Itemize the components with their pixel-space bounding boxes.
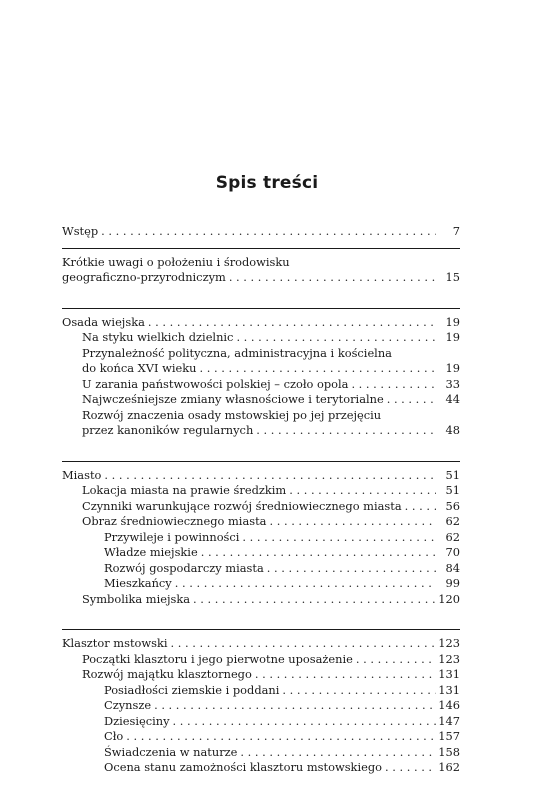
toc-entry-title: Lokacja miasta na prawie średzkim	[82, 483, 287, 497]
toc-entry	[62, 561, 460, 577]
toc-page-number: 51	[445, 467, 460, 482]
toc-page-number: 19	[445, 330, 460, 344]
toc-page-number: 19	[445, 361, 460, 375]
toc-entry-row	[62, 545, 460, 561]
toc-leader-dots	[405, 499, 436, 515]
toc-entry	[62, 576, 460, 592]
toc-section	[62, 224, 460, 240]
toc-entry-title: Władze miejskie	[104, 545, 198, 559]
toc-entry-title: Rozwój gospodarczy miasta	[104, 560, 264, 575]
toc-entry-row	[62, 530, 460, 546]
toc-page-number: 99	[445, 576, 460, 590]
toc-page-number: 84	[445, 560, 460, 575]
toc-entry	[62, 514, 460, 530]
toc-entry	[62, 530, 460, 546]
toc-entry	[62, 330, 460, 346]
toc-leader-dots	[173, 714, 436, 730]
toc-entry	[62, 224, 460, 240]
toc-entry-row	[62, 392, 460, 408]
toc-leader-dots	[193, 592, 436, 608]
toc-entry-title: Dziesięciny	[104, 713, 170, 728]
toc-entry-title: Miasto	[62, 467, 102, 482]
toc-page-number: 158	[438, 744, 460, 759]
toc-entry	[62, 745, 460, 761]
toc-leader-dots	[101, 224, 436, 240]
table-of-contents	[62, 224, 460, 776]
toc-entry	[62, 408, 460, 439]
toc-entry-title: Czynsze	[104, 698, 152, 712]
toc-entry	[62, 592, 460, 608]
toc-entry-title: Początki klasztoru i jego pierwotne uposażenie	[82, 651, 353, 666]
toc-leader-dots	[269, 514, 436, 530]
toc-entry	[62, 392, 460, 408]
toc-leader-dots	[200, 361, 437, 377]
toc-leader-dots	[255, 667, 436, 683]
toc-entry-title: przez kanoników regularnych	[82, 423, 254, 437]
toc-entry-row	[62, 667, 460, 683]
page-title: Spis treści	[215, 173, 319, 193]
toc-leader-dots	[201, 545, 436, 561]
toc-entry-title: Wstęp	[62, 224, 99, 238]
toc-page-number: 15	[445, 270, 460, 284]
toc-entry	[62, 483, 460, 499]
toc-entry-row	[62, 315, 460, 331]
toc-entry	[62, 760, 460, 776]
toc-leader-dots	[256, 423, 436, 439]
toc-entry-row	[62, 714, 460, 730]
toc-entry	[62, 698, 460, 714]
toc-leader-dots	[242, 530, 436, 546]
toc-page-number: 62	[445, 514, 460, 528]
toc-section	[62, 461, 460, 608]
toc-entry	[62, 545, 460, 561]
toc-leader-dots	[104, 468, 436, 484]
toc-page-number: 157	[438, 729, 460, 743]
toc-page-number: 44	[445, 392, 460, 406]
toc-entry-title: geograficzno-przyrodniczym	[62, 270, 226, 284]
toc-entry-row	[62, 377, 460, 393]
toc-entry-title: Krótkie uwagi o położeniu i środowisku	[62, 254, 290, 269]
toc-entry-row-continued	[62, 408, 460, 424]
toc-entry-title: do końca XVI wieku	[82, 361, 197, 375]
toc-entry-row	[62, 330, 460, 346]
toc-page-number: 123	[438, 651, 460, 666]
toc-page-number: 7	[452, 224, 460, 238]
toc-leader-dots	[387, 392, 436, 408]
toc-entry-row	[62, 729, 460, 745]
toc-leader-dots	[148, 315, 436, 331]
toc-entry-title: Klasztor mstowski	[62, 636, 168, 650]
toc-entry	[62, 315, 460, 331]
toc-entry-title: Rozwój majątku klasztornego	[82, 667, 252, 681]
toc-page-number: 146	[438, 698, 460, 712]
toc-page-number: 51	[445, 483, 460, 497]
toc-entry-row	[62, 499, 460, 515]
toc-entry	[62, 468, 460, 484]
toc-leader-dots	[267, 561, 436, 577]
toc-entry-row	[62, 224, 460, 240]
toc-entry	[62, 652, 460, 668]
toc-entry-title: Czynniki warunkujące rozwój średniowiecznego miasta	[82, 498, 402, 513]
toc-entry-title: Przywileje i powinności	[104, 529, 240, 544]
toc-leader-dots	[171, 636, 436, 652]
toc-entry-title: Na styku wielkich dzielnic	[82, 330, 234, 344]
toc-entry	[62, 377, 460, 393]
toc-leader-dots	[240, 745, 436, 761]
toc-entry-row	[62, 468, 460, 484]
toc-entry	[62, 729, 460, 745]
toc-entry-row	[62, 483, 460, 499]
toc-entry-row-continued	[62, 255, 460, 271]
toc-entry-row	[62, 698, 460, 714]
toc-entry-row	[62, 561, 460, 577]
toc-leader-dots	[154, 698, 436, 714]
toc-entry	[62, 499, 460, 515]
toc-entry-title: Mieszkańcy	[104, 576, 172, 590]
toc-page-number: 56	[445, 498, 460, 513]
toc-page-number: 147	[438, 713, 460, 728]
toc-entry-row	[62, 361, 460, 377]
toc-entry-row	[62, 592, 460, 608]
toc-entry-row	[62, 683, 460, 699]
toc-leader-dots	[289, 483, 436, 499]
toc-leader-dots	[385, 760, 436, 776]
toc-section	[62, 308, 460, 439]
toc-entry-row-continued	[62, 346, 460, 362]
toc-entry-row	[62, 745, 460, 761]
toc-entry	[62, 636, 460, 652]
toc-entry-title: U zarania państwowości polskiej – czoło opola	[82, 376, 349, 391]
toc-entry	[62, 255, 460, 286]
toc-page-number: 33	[445, 376, 460, 391]
toc-leader-dots	[126, 729, 436, 745]
toc-entry-row	[62, 423, 460, 439]
toc-entry-title: Najwcześniejsze zmiany własnościowe i terytorialne	[82, 392, 384, 406]
toc-entry-row	[62, 652, 460, 668]
toc-entry-row	[62, 636, 460, 652]
toc-leader-dots	[236, 330, 436, 346]
toc-leader-dots	[282, 683, 436, 699]
toc-entry	[62, 683, 460, 699]
toc-entry-title: Przynależność polityczna, administracyjna i kościelna	[82, 345, 392, 360]
toc-entry-title: Symbolika miejska	[82, 591, 191, 606]
toc-entry-title: Posiadłości ziemskie i poddani	[104, 682, 280, 697]
toc-page-number: 19	[445, 314, 460, 329]
toc-section	[62, 248, 460, 286]
toc-entry-title: Świadczenia w naturze	[104, 744, 238, 759]
toc-page-number: 131	[438, 667, 460, 681]
toc-leader-dots	[351, 377, 436, 393]
toc-page-number: 48	[445, 423, 460, 437]
toc-entry	[62, 667, 460, 683]
toc-entry	[62, 346, 460, 377]
toc-page-number: 62	[445, 529, 460, 544]
toc-leader-dots	[175, 576, 436, 592]
toc-section	[62, 629, 460, 776]
toc-leader-dots	[229, 270, 436, 286]
toc-entry-row	[62, 760, 460, 776]
toc-page-number: 123	[438, 636, 460, 650]
toc-entry-title: Obraz średniowiecznego miasta	[82, 514, 267, 528]
toc-page-number: 131	[438, 682, 460, 697]
toc-page-number: 120	[438, 591, 460, 606]
toc-entry-row	[62, 270, 460, 286]
toc-entry-title: Rozwój znaczenia osady mstowskiej po jej przejęciu	[82, 407, 382, 422]
toc-entry-row	[62, 576, 460, 592]
toc-page-number: 162	[438, 760, 460, 774]
toc-entry-row	[62, 514, 460, 530]
toc-entry-title: Osada wiejska	[62, 314, 145, 329]
toc-entry	[62, 714, 460, 730]
toc-entry-title: Cło	[104, 729, 124, 743]
toc-page-number: 70	[445, 545, 460, 559]
toc-leader-dots	[356, 652, 436, 668]
toc-entry-title: Ocena stanu zamożności klasztoru mstowskiego	[104, 760, 382, 774]
